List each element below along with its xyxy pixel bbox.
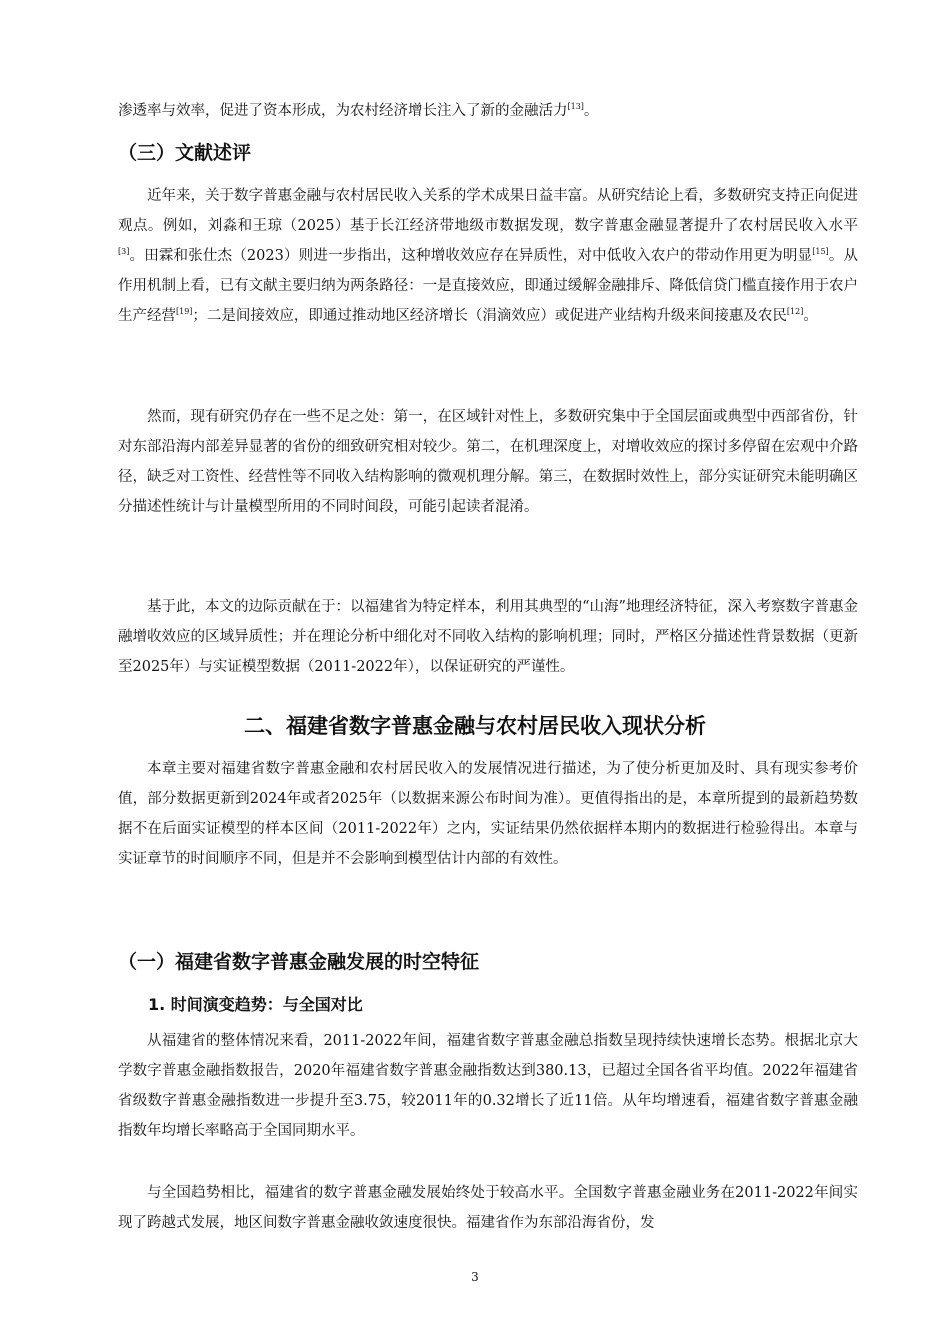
citation: [19] [176, 307, 193, 317]
subsection-heading-time-trend: 1. 时间演变趋势：与全国对比 [148, 995, 363, 1014]
chapter-heading: 二、福建省数字普惠金融与农村居民收入现状分析 [244, 714, 706, 738]
text: 。田霖和张仕杰（2023）则进一步指出，这种增收效应存在异质性，对中低收入农户的带动作用更为明显 [129, 248, 813, 264]
section-heading-spatiotemporal: （一）福建省数字普惠金融发展的时空特征 [118, 951, 480, 973]
text: ；二是间接效应，即通过推动地区经济增长（涓滴效应）或促进产业结构升级来间接惠及农民 [192, 308, 787, 324]
page-number: 3 [471, 1270, 479, 1284]
text: 渗透率与效率，促进了资本形成，为农村经济增长注入了新的金融活力 [118, 103, 568, 119]
citation: [12] [786, 307, 804, 317]
citation: [15] [812, 247, 829, 257]
section-heading-literature-review: （三）文献述评 [118, 142, 252, 164]
paragraph-review-3: 基于此，本文的边际贡献在于：以福建省为特定样本，利用其典型的“山海”地理经济特征，深入考察数字普惠金融增收效应的区域异质性；并在理论分析中细化对不同收入结构的影响机理；同时，严格区分描述性背景数据（更新至2025年）与实证模型数据（2011-2022年），以保证研究的严谨性。 [118, 599, 858, 675]
citation: [3] [118, 247, 130, 257]
paragraph-review-2: 然而，现有研究仍存在一些不足之处：第一，在区域针对性上，多数研究集中于全国层面或典型中西部省份，针对东部沿海内部差异显著的省份的细致研究相对较少。第二，在机理深度上，对增收效应的探讨多停留在宏观中介路径，缺乏对工资性、经营性等不同收入结构影响的微观机理分解。第三，在数据时效性上，部分实证研究未能明确区分描述性统计与计量模型所用的不同时间段，可能引起读者混淆。 [118, 409, 858, 515]
paragraph-chapter-intro: 本章主要对福建省数字普惠金融和农村居民收入的发展情况进行描述，为了使分析更加及时、具有现实参考价值，部分数据更新到2024年或者2025年（以数据来源公布时间为准）。更值得指出的是，本章所提到的最新趋势数据不在后面实证模型的样本区间（2011-2022年）之内，实证结果仍然依据样本期内的数据进行检验得出。本章与实证章节的时间顺序不同，但是并不会影响到模型估计内部的有效性。 [118, 761, 858, 867]
text: 。从作用机制上看，已有文献主要归纳为两条路径：一是直接效应，即通过缓解金融排斥、降低信贷门槛直接作用于农户生产经营 [118, 248, 859, 324]
text: 近年来，关于数字普惠金融与农村居民收入关系的学术成果日益丰富。从研究结论上看，多数研究支持正向促进观点。例如，刘淼和王琼（2025）基于长江经济带地级市数据发现，数字普惠金融显著提升了农村居民收入水平 [118, 188, 858, 234]
text: 。 [583, 103, 599, 119]
text: 。 [803, 308, 818, 324]
paragraph-time-trend-2: 与全国趋势相比，福建省的数字普惠金融发展始终处于较高水平。全国数字普惠金融业务在2011-2022年间实现了跨越式发展，地区间数字普惠金融收敛速度很快。福建省作为东部沿海省份，发 [118, 1185, 858, 1231]
paragraph-continuation [118, 96, 858, 126]
paragraph-review-1 [118, 181, 858, 331]
citation: [13] [567, 102, 584, 112]
paragraph-time-trend-1: 从福建省的整体情况来看，2011-2022年间，福建省数字普惠金融总指数呈现持续快速增长态势。根据北京大学数字普惠金融指数报告，2020年福建省数字普惠金融指数达到380.13，已超过全国各省平均值。2022年福建省省级数字普惠金融指数进一步提升至3.75，较2011年的0.32增长了近11倍。从年均增速看，福建省数字普惠金融指数年均增长率略高于全国同期水平。 [118, 1033, 858, 1139]
